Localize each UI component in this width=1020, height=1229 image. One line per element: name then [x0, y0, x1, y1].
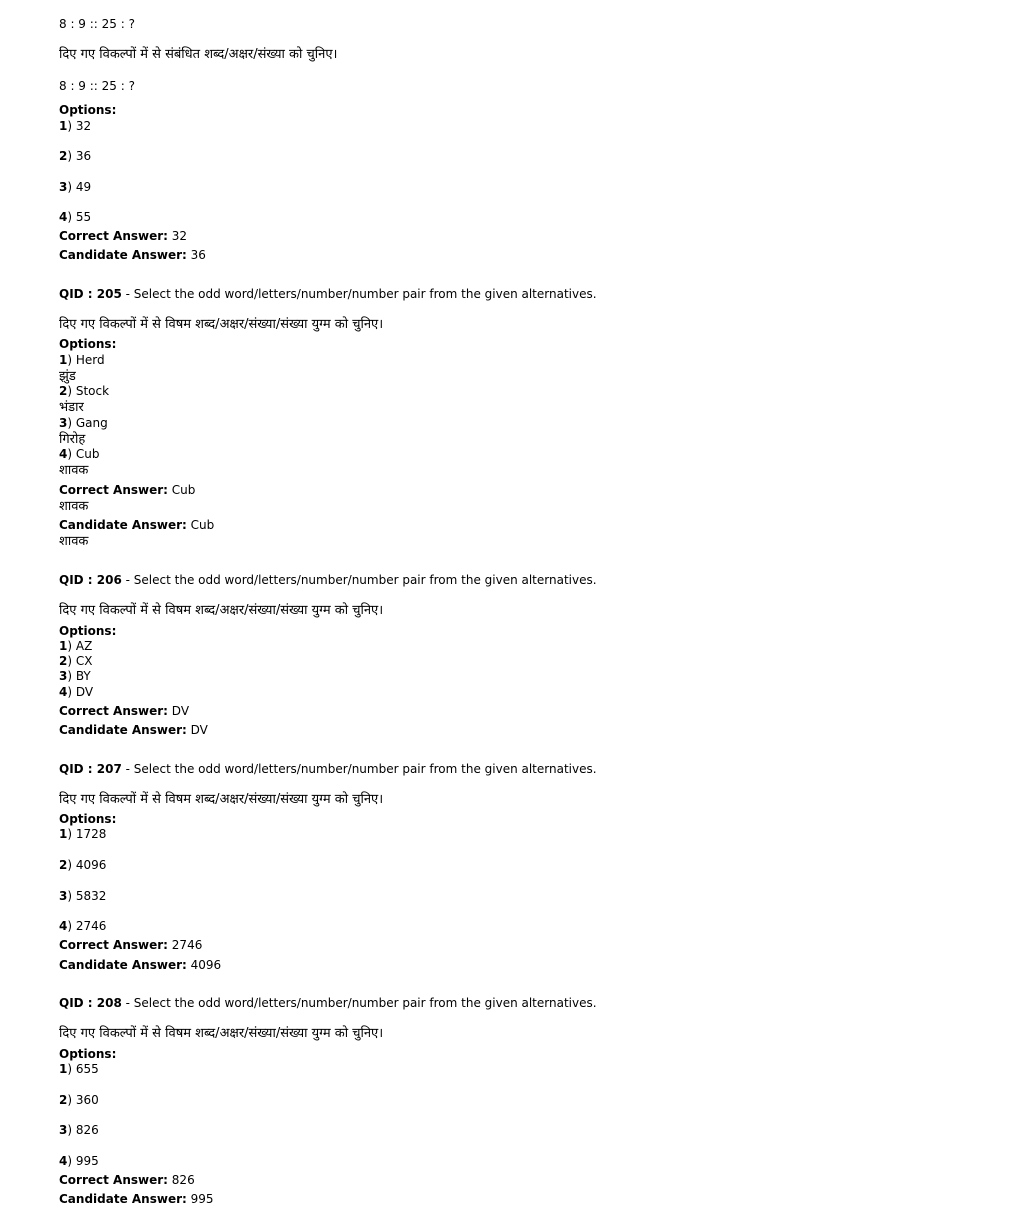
option-3: 3) BY [59, 669, 91, 683]
options-label: Options: [59, 103, 117, 117]
correct-answer: Correct Answer: 32 [59, 229, 188, 243]
options-label: Options: [59, 624, 117, 638]
candidate-answer-hindi: शावक [59, 534, 89, 549]
correct-answer: Correct Answer: 2746 [59, 938, 203, 952]
option-1: 1) 32 [59, 119, 92, 133]
correct-answer: Correct Answer: Cub [59, 483, 196, 497]
question-hindi-expression: 8 : 9 :: 25 : ? [59, 79, 135, 93]
correct-answer: Correct Answer: DV [59, 704, 190, 718]
options-label: Options: [59, 1047, 117, 1061]
question-header: QID : 208 - Select the odd word/letters/number/number pair from the given alternatives. [59, 996, 597, 1010]
option-2-hindi: भंडार [59, 400, 84, 415]
option-2: 2) Stock [59, 384, 110, 398]
option-4: 4) Cub [59, 447, 100, 461]
correct-answer-hindi: शावक [59, 499, 89, 514]
candidate-answer: Candidate Answer: 4096 [59, 958, 222, 972]
question-hindi: दिए गए विकल्पों में से संबंधित शब्द/अक्षर/संख्या को चुनिए। [59, 47, 338, 62]
option-4: 4) 55 [59, 210, 92, 224]
option-4: 4) 2746 [59, 919, 107, 933]
option-1-hindi: झुंड [59, 369, 76, 384]
option-1: 1) Herd [59, 353, 105, 367]
option-3-hindi: गिरोह [59, 432, 86, 447]
option-3: 3) 826 [59, 1123, 99, 1137]
option-1: 1) AZ [59, 639, 93, 653]
option-4-hindi: शावक [59, 463, 89, 478]
candidate-answer: Candidate Answer: Cub [59, 518, 215, 532]
options-label: Options: [59, 337, 117, 351]
question-header: QID : 205 - Select the odd word/letters/number/number pair from the given alternatives. [59, 287, 597, 301]
question-hindi: दिए गए विकल्पों में से विषम शब्द/अक्षर/संख्या/संख्या युग्म को चुनिए। [59, 1026, 384, 1041]
question-hindi: दिए गए विकल्पों में से विषम शब्द/अक्षर/संख्या/संख्या युग्म को चुनिए। [59, 317, 384, 332]
option-3: 3) Gang [59, 416, 108, 430]
option-2: 2) CX [59, 654, 93, 668]
option-3: 3) 5832 [59, 889, 107, 903]
option-4: 4) 995 [59, 1154, 99, 1168]
candidate-answer: Candidate Answer: 36 [59, 248, 206, 262]
options-label: Options: [59, 812, 117, 826]
question-hindi: दिए गए विकल्पों में से विषम शब्द/अक्षर/संख्या/संख्या युग्म को चुनिए। [59, 603, 384, 618]
correct-answer: Correct Answer: 826 [59, 1173, 195, 1187]
question-text: 8 : 9 :: 25 : ? [59, 17, 135, 31]
option-2: 2) 4096 [59, 858, 107, 872]
candidate-answer: Candidate Answer: DV [59, 723, 208, 737]
option-1: 1) 655 [59, 1062, 99, 1076]
question-hindi: दिए गए विकल्पों में से विषम शब्द/अक्षर/संख्या/संख्या युग्म को चुनिए। [59, 792, 384, 807]
question-header: QID : 206 - Select the odd word/letters/number/number pair from the given alternatives. [59, 573, 597, 587]
option-1: 1) 1728 [59, 827, 107, 841]
candidate-answer: Candidate Answer: 995 [59, 1192, 214, 1206]
option-4: 4) DV [59, 685, 94, 699]
option-2: 2) 360 [59, 1093, 99, 1107]
option-3: 3) 49 [59, 180, 92, 194]
question-header: QID : 207 - Select the odd word/letters/number/number pair from the given alternatives. [59, 762, 597, 776]
option-2: 2) 36 [59, 149, 92, 163]
